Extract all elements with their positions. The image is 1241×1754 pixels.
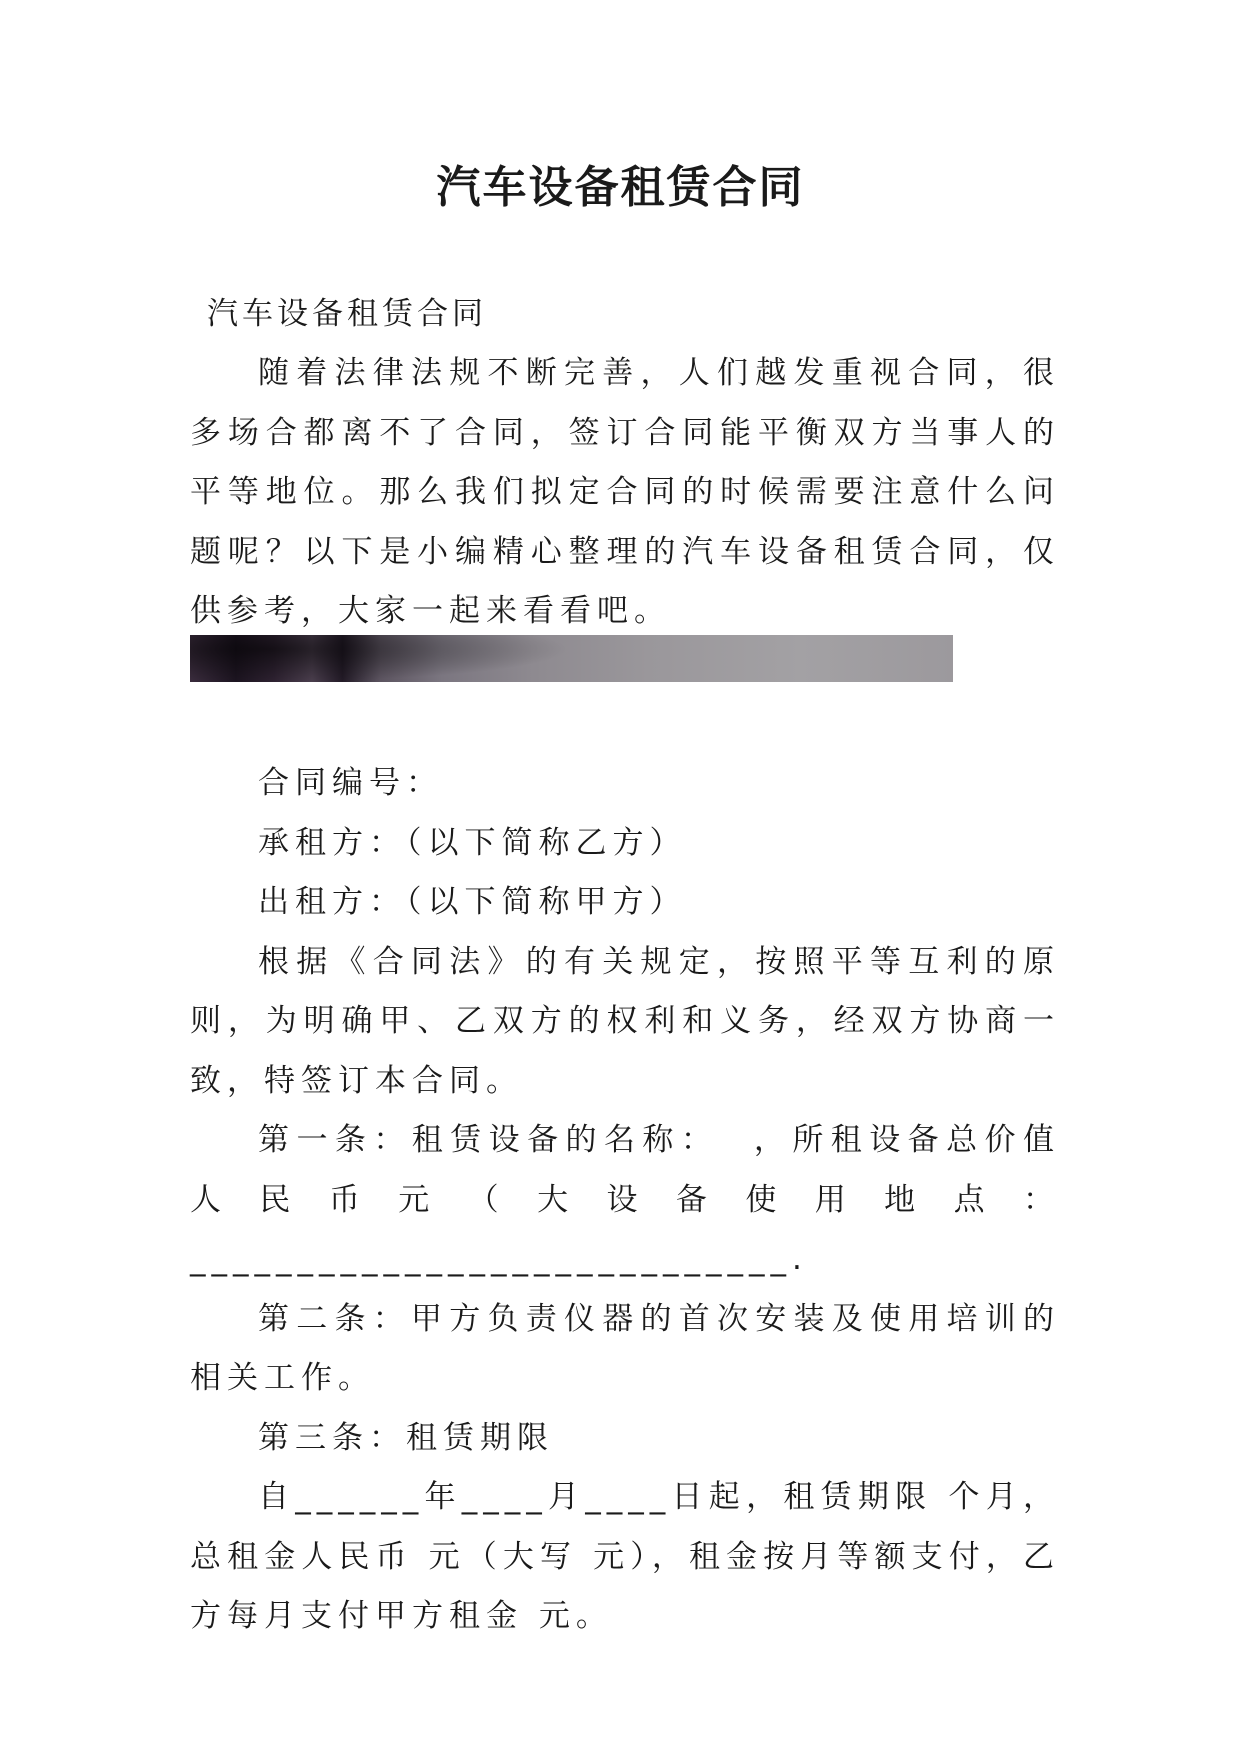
lessor-line: 出租方：（以下简称甲方）: [258, 884, 687, 920]
document-title: 汽车设备租赁合同: [436, 162, 805, 213]
document-subtitle: 汽车设备租赁合同: [207, 296, 487, 332]
lessee-line: 承租方：（以下简称乙方）: [258, 824, 687, 861]
article-2: 第二条：甲方负责仪器的首次安装及使用培训的相关工作。: [190, 1300, 1060, 1396]
article-3-heading: 第三条：租赁期限: [258, 1419, 554, 1456]
photo-shadow: [190, 635, 570, 682]
contract-section: [190, 754, 1060, 1647]
intro-section: [190, 344, 1060, 642]
contract-number-line: 合同编号：: [258, 765, 443, 801]
contract-preamble: 根据《合同法》的有关规定，按照平等互利的原则，为明确甲、乙双方的权利和义务，经双方协商一致，特签订本合同。: [190, 943, 1060, 1099]
article-1: 第一条：租赁设备的名称： ，所租设备总价值人民币元（大设备使用地点：____________________________.: [190, 1122, 1060, 1277]
article-3-body: 自______年____月____日起，租赁期限 个月，总租金人民币 元（大写 元），租金按月等额支付，乙方每月支付甲方租金 元。: [190, 1479, 1060, 1634]
car-photo-image: [190, 635, 953, 682]
intro-paragraph: 随着法律法规不断完善，人们越发重视合同，很多场合都离不了合同，签订合同能平衡双方当事人的平等地位。那么我们拟定合同的时候需要注意什么问题呢？以下是小编精心整理的汽车设备租赁合同，仅供参考，大家一起来看看吧。: [190, 355, 1060, 629]
